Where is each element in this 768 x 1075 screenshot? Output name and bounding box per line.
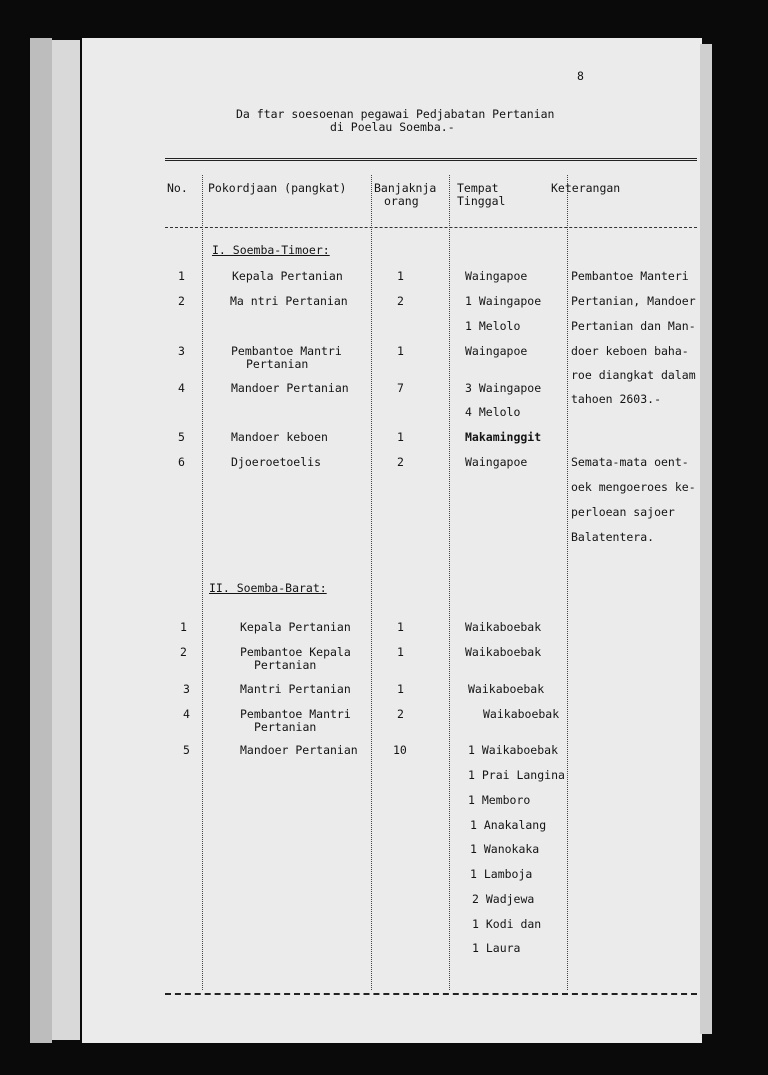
- section-heading: II. Soemba-Barat:: [209, 581, 327, 595]
- page-edge-back: [30, 38, 52, 1043]
- header-rule: [165, 227, 697, 228]
- row-place: 1 Lamboja: [470, 867, 533, 881]
- row-place: Waingapoe: [465, 455, 528, 469]
- row-place: 1 Kodi dan: [472, 917, 542, 931]
- row-job: Mandoer Pertanian: [231, 381, 349, 395]
- row-no: 4: [183, 707, 190, 721]
- row-place: 1 Laura: [472, 941, 521, 955]
- section-heading: I. Soemba-Timoer:: [212, 243, 330, 257]
- remark-line: oek mengoeroes ke-: [571, 480, 696, 494]
- row-job-continued: Pertanian: [254, 720, 317, 734]
- row-place: 1 Melolo: [465, 319, 521, 333]
- column-header-tempat: Tempat: [457, 181, 499, 195]
- row-job: Ma ntri Pertanian: [230, 294, 348, 308]
- row-no: 6: [178, 455, 185, 469]
- column-divider-3: [449, 175, 450, 990]
- row-no: 1: [180, 620, 187, 634]
- row-no: 3: [178, 344, 185, 358]
- row-count: 1: [397, 682, 404, 696]
- row-job: Mandoer Pertanian: [240, 743, 358, 757]
- row-place: 1 Waikaboebak: [468, 743, 559, 757]
- remark-line: Pertanian, Mandoer: [571, 294, 696, 308]
- row-job: Djoeroetoelis: [231, 455, 322, 469]
- remark-line: roe diangkat dalam: [571, 368, 696, 382]
- row-count: 7: [397, 381, 404, 395]
- row-place: Waingapoe: [465, 344, 528, 358]
- row-place: 1 Memboro: [468, 793, 531, 807]
- column-header-banjaknja: Banjaknja: [374, 181, 437, 195]
- row-no: 2: [178, 294, 185, 308]
- row-place: Waikaboebak: [465, 645, 542, 659]
- row-job: Mantri Pertanian: [240, 682, 351, 696]
- row-count: 1: [397, 620, 404, 634]
- row-no: 3: [183, 682, 190, 696]
- column-header-keterangan: Keterangan: [551, 181, 621, 195]
- row-count: 1: [397, 344, 404, 358]
- remark-line: Pertanian dan Man-: [571, 319, 696, 333]
- row-place: Waikaboebak: [468, 682, 545, 696]
- row-place: 1 Waingapoe: [465, 294, 542, 308]
- row-job: Kepala Pertanian: [232, 269, 343, 283]
- column-divider-4: [567, 175, 568, 990]
- row-no: 2: [180, 645, 187, 659]
- row-place: Makaminggit: [465, 430, 542, 444]
- remark-line: Pembantoe Manteri: [571, 269, 689, 283]
- row-place: 4 Melolo: [465, 405, 521, 419]
- row-count: 10: [393, 743, 407, 757]
- document-title-line1: Da ftar soesoenan pegawai Pedjabatan Pertanian: [236, 107, 555, 121]
- page-number: 8: [577, 69, 584, 83]
- row-place: 3 Waingapoe: [465, 381, 542, 395]
- row-count: 1: [397, 430, 404, 444]
- row-no: 1: [178, 269, 185, 283]
- row-no: 5: [183, 743, 190, 757]
- column-header-orang: orang: [384, 194, 419, 208]
- column-divider-1: [202, 175, 203, 990]
- row-count: 2: [397, 455, 404, 469]
- row-place: 2 Wadjewa: [472, 892, 535, 906]
- document-title-line2: di Poelau Soemba.-: [330, 120, 455, 134]
- row-job: Pembantoe Mantri: [240, 707, 351, 721]
- row-place: 1 Prai Langina: [468, 768, 565, 782]
- row-place: Waikaboebak: [465, 620, 542, 634]
- row-count: 1: [397, 269, 404, 283]
- row-job: Pembantoe Mantri: [231, 344, 342, 358]
- remark-line: Balatentera.: [571, 530, 655, 544]
- remark-line: doer keboen baha-: [571, 344, 689, 358]
- column-divider-2: [371, 175, 372, 990]
- row-job: Kepala Pertanian: [240, 620, 351, 634]
- top-double-rule: [165, 158, 697, 161]
- page-edge-front: [52, 40, 80, 1040]
- column-header-pekerdjaan: Pokordjaan (pangkat): [208, 181, 347, 195]
- row-place: 1 Wanokaka: [470, 842, 540, 856]
- row-no: 5: [178, 430, 185, 444]
- row-no: 4: [178, 381, 185, 395]
- row-job: Mandoer keboen: [231, 430, 328, 444]
- row-job-continued: Pertanian: [254, 658, 317, 672]
- remark-line: perloean sajoer: [571, 505, 675, 519]
- row-job-continued: Pertanian: [246, 357, 309, 371]
- row-count: 2: [397, 707, 404, 721]
- remark-line: tahoen 2603.-: [571, 392, 662, 406]
- row-count: 1: [397, 645, 404, 659]
- row-place: Waikaboebak: [483, 707, 560, 721]
- page-edge-right: [700, 44, 712, 1034]
- row-count: 2: [397, 294, 404, 308]
- row-place: Waingapoe: [465, 269, 528, 283]
- row-job: Pembantoe Kepala: [240, 645, 351, 659]
- remark-line: Semata-mata oent-: [571, 455, 689, 469]
- bottom-rule: [165, 993, 697, 995]
- column-header-tinggal: Tinggal: [457, 194, 506, 208]
- row-place: 1 Anakalang: [470, 818, 547, 832]
- column-header-no: No.: [167, 181, 188, 195]
